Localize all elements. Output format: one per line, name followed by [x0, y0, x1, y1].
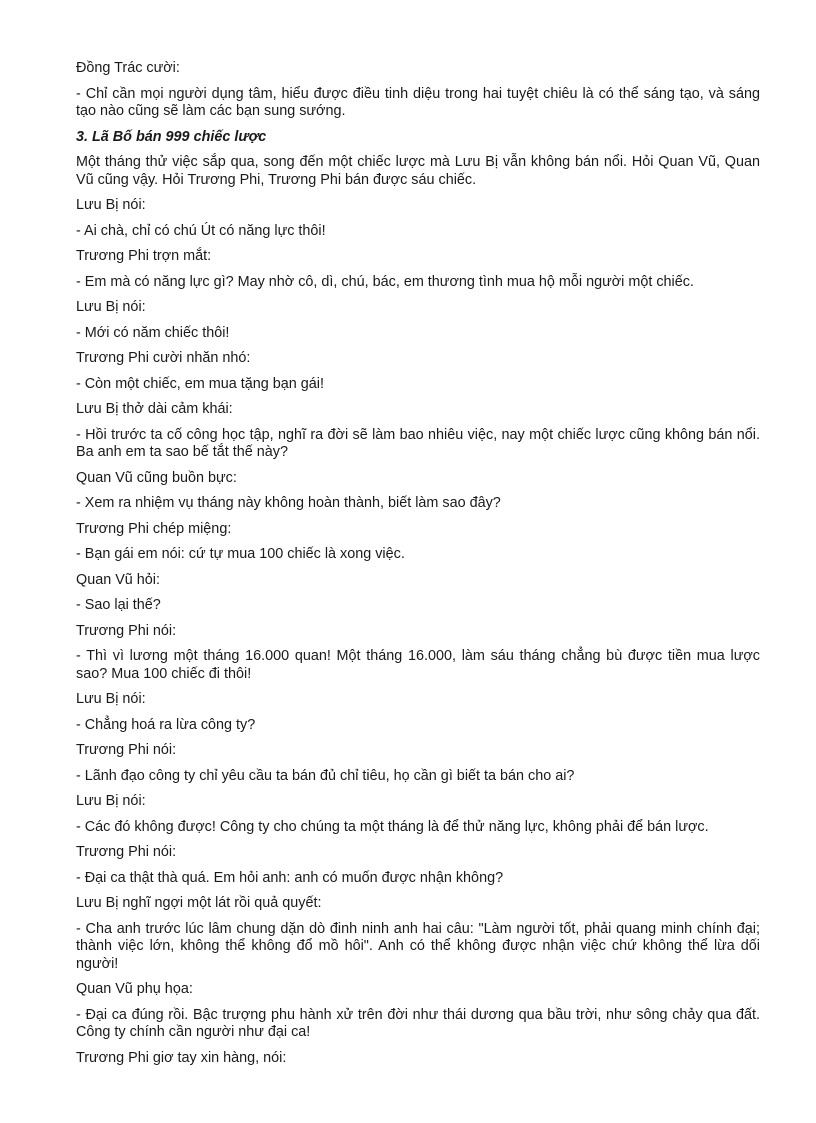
- dialogue-line: - Em mà có năng lực gì? May nhờ cô, dì, chú, bác, em thương tình mua hộ mỗi người một chiếc.: [76, 273, 694, 290]
- speaker-line: Trương Phi cười nhăn nhó:: [76, 350, 251, 366]
- speaker-line: Lưu Bị nói:: [76, 197, 146, 213]
- speaker-line: Quan Vũ cũng buồn bực:: [76, 469, 237, 486]
- document-page: [76, 60, 760, 1075]
- speaker-line: Lưu Bị thở dài cảm khái:: [76, 401, 233, 417]
- dialogue-line: - Hồi trước ta cố công học tập, nghĩ ra đời sẽ làm bao nhiêu việc, nay một chiếc lược cũng không bán nổi. Ba anh em ta sao bế tắt thế này?: [76, 426, 760, 460]
- dialogue-line: - Chẳng hoá ra lừa công ty?: [76, 716, 256, 733]
- dialogue-line: - Mới có năm chiếc thôi!: [76, 324, 230, 341]
- dialogue-line: - Thì vì lương một tháng 16.000 quan! Một tháng 16.000, làm sáu tháng chẳng bù được tiền mua lược sao? Mua 100 chiếc đi thôi!: [76, 648, 760, 682]
- speaker-line: Đồng Trác cười:: [76, 60, 180, 76]
- dialogue-line: - Sao lại thế?: [76, 597, 161, 613]
- dialogue-line: - Ai chà, chỉ có chú Út có năng lực thôi!: [76, 222, 326, 239]
- speaker-line: Lưu Bị nghĩ ngợi một lát rồi quả quyết:: [76, 895, 322, 911]
- dialogue-line: - Đại ca đúng rồi. Bậc trượng phu hành xử trên đời như thái dương qua bầu trời, như sông chảy qua đất. Công ty chính cần người như đại ca!: [76, 1006, 760, 1040]
- speaker-line: Lưu Bị nói:: [76, 691, 146, 707]
- speaker-line: Trương Phi chép miệng:: [76, 520, 232, 537]
- speaker-line: Trương Phi trợn mắt:: [76, 248, 212, 264]
- narrative-paragraph: Một tháng thử việc sắp qua, song đến một chiếc lược mà Lưu Bị vẫn không bán nổi. Hỏi Quan Vũ, Quan Vũ cũng vậy. Hỏi Trương Phi, Trương Phi bán được sáu chiếc.: [76, 154, 760, 188]
- speaker-line: Trương Phi nói:: [76, 622, 177, 639]
- dialogue-line: - Lãnh đạo công ty chỉ yêu cầu ta bán đủ chỉ tiêu, họ cần gì biết ta bán cho ai?: [76, 767, 575, 784]
- dialogue-line: - Xem ra nhiệm vụ tháng này không hoàn thành, biết làm sao đây?: [76, 495, 501, 511]
- speaker-line: Quan Vũ hỏi:: [76, 571, 161, 588]
- dialogue-line: - Cha anh trước lúc lâm chung dặn dò đinh ninh anh hai câu: "Làm người tốt, phải quang minh chính đại; thành việc lớn, không thể không đổ mồ hôi". Anh có thể không được nhận việc chứ không thể lừa dối người!: [76, 920, 760, 972]
- dialogue-line: - Đại ca thật thà quá. Em hỏi anh: anh có muốn được nhận không?: [76, 869, 504, 886]
- speaker-line: Quan Vũ phụ họa:: [76, 981, 193, 997]
- speaker-line: Lưu Bị nói:: [76, 793, 146, 809]
- section-heading: 3. Lã Bố bán 999 chiếc lược: [76, 128, 267, 145]
- speaker-line: Trương Phi nói:: [76, 844, 177, 860]
- speaker-line: Trương Phi giơ tay xin hàng, nói:: [76, 1049, 287, 1066]
- dialogue-line: - Còn một chiếc, em mua tặng bạn gái!: [76, 375, 324, 392]
- speaker-line: Trương Phi nói:: [76, 742, 177, 758]
- dialogue-line: - Bạn gái em nói: cứ tự mua 100 chiếc là xong việc.: [76, 546, 405, 562]
- dialogue-line: - Chỉ cần mọi người dụng tâm, hiểu được điều tinh diệu trong hai tuyệt chiêu là có thể sáng tạo, và sáng tạo nào cũng sẽ làm các bạn sung sướng.: [76, 85, 760, 119]
- dialogue-line: - Các đó không được! Công ty cho chúng ta một tháng là để thử năng lực, không phải để bán lược.: [76, 818, 709, 835]
- speaker-line: Lưu Bị nói:: [76, 299, 146, 315]
